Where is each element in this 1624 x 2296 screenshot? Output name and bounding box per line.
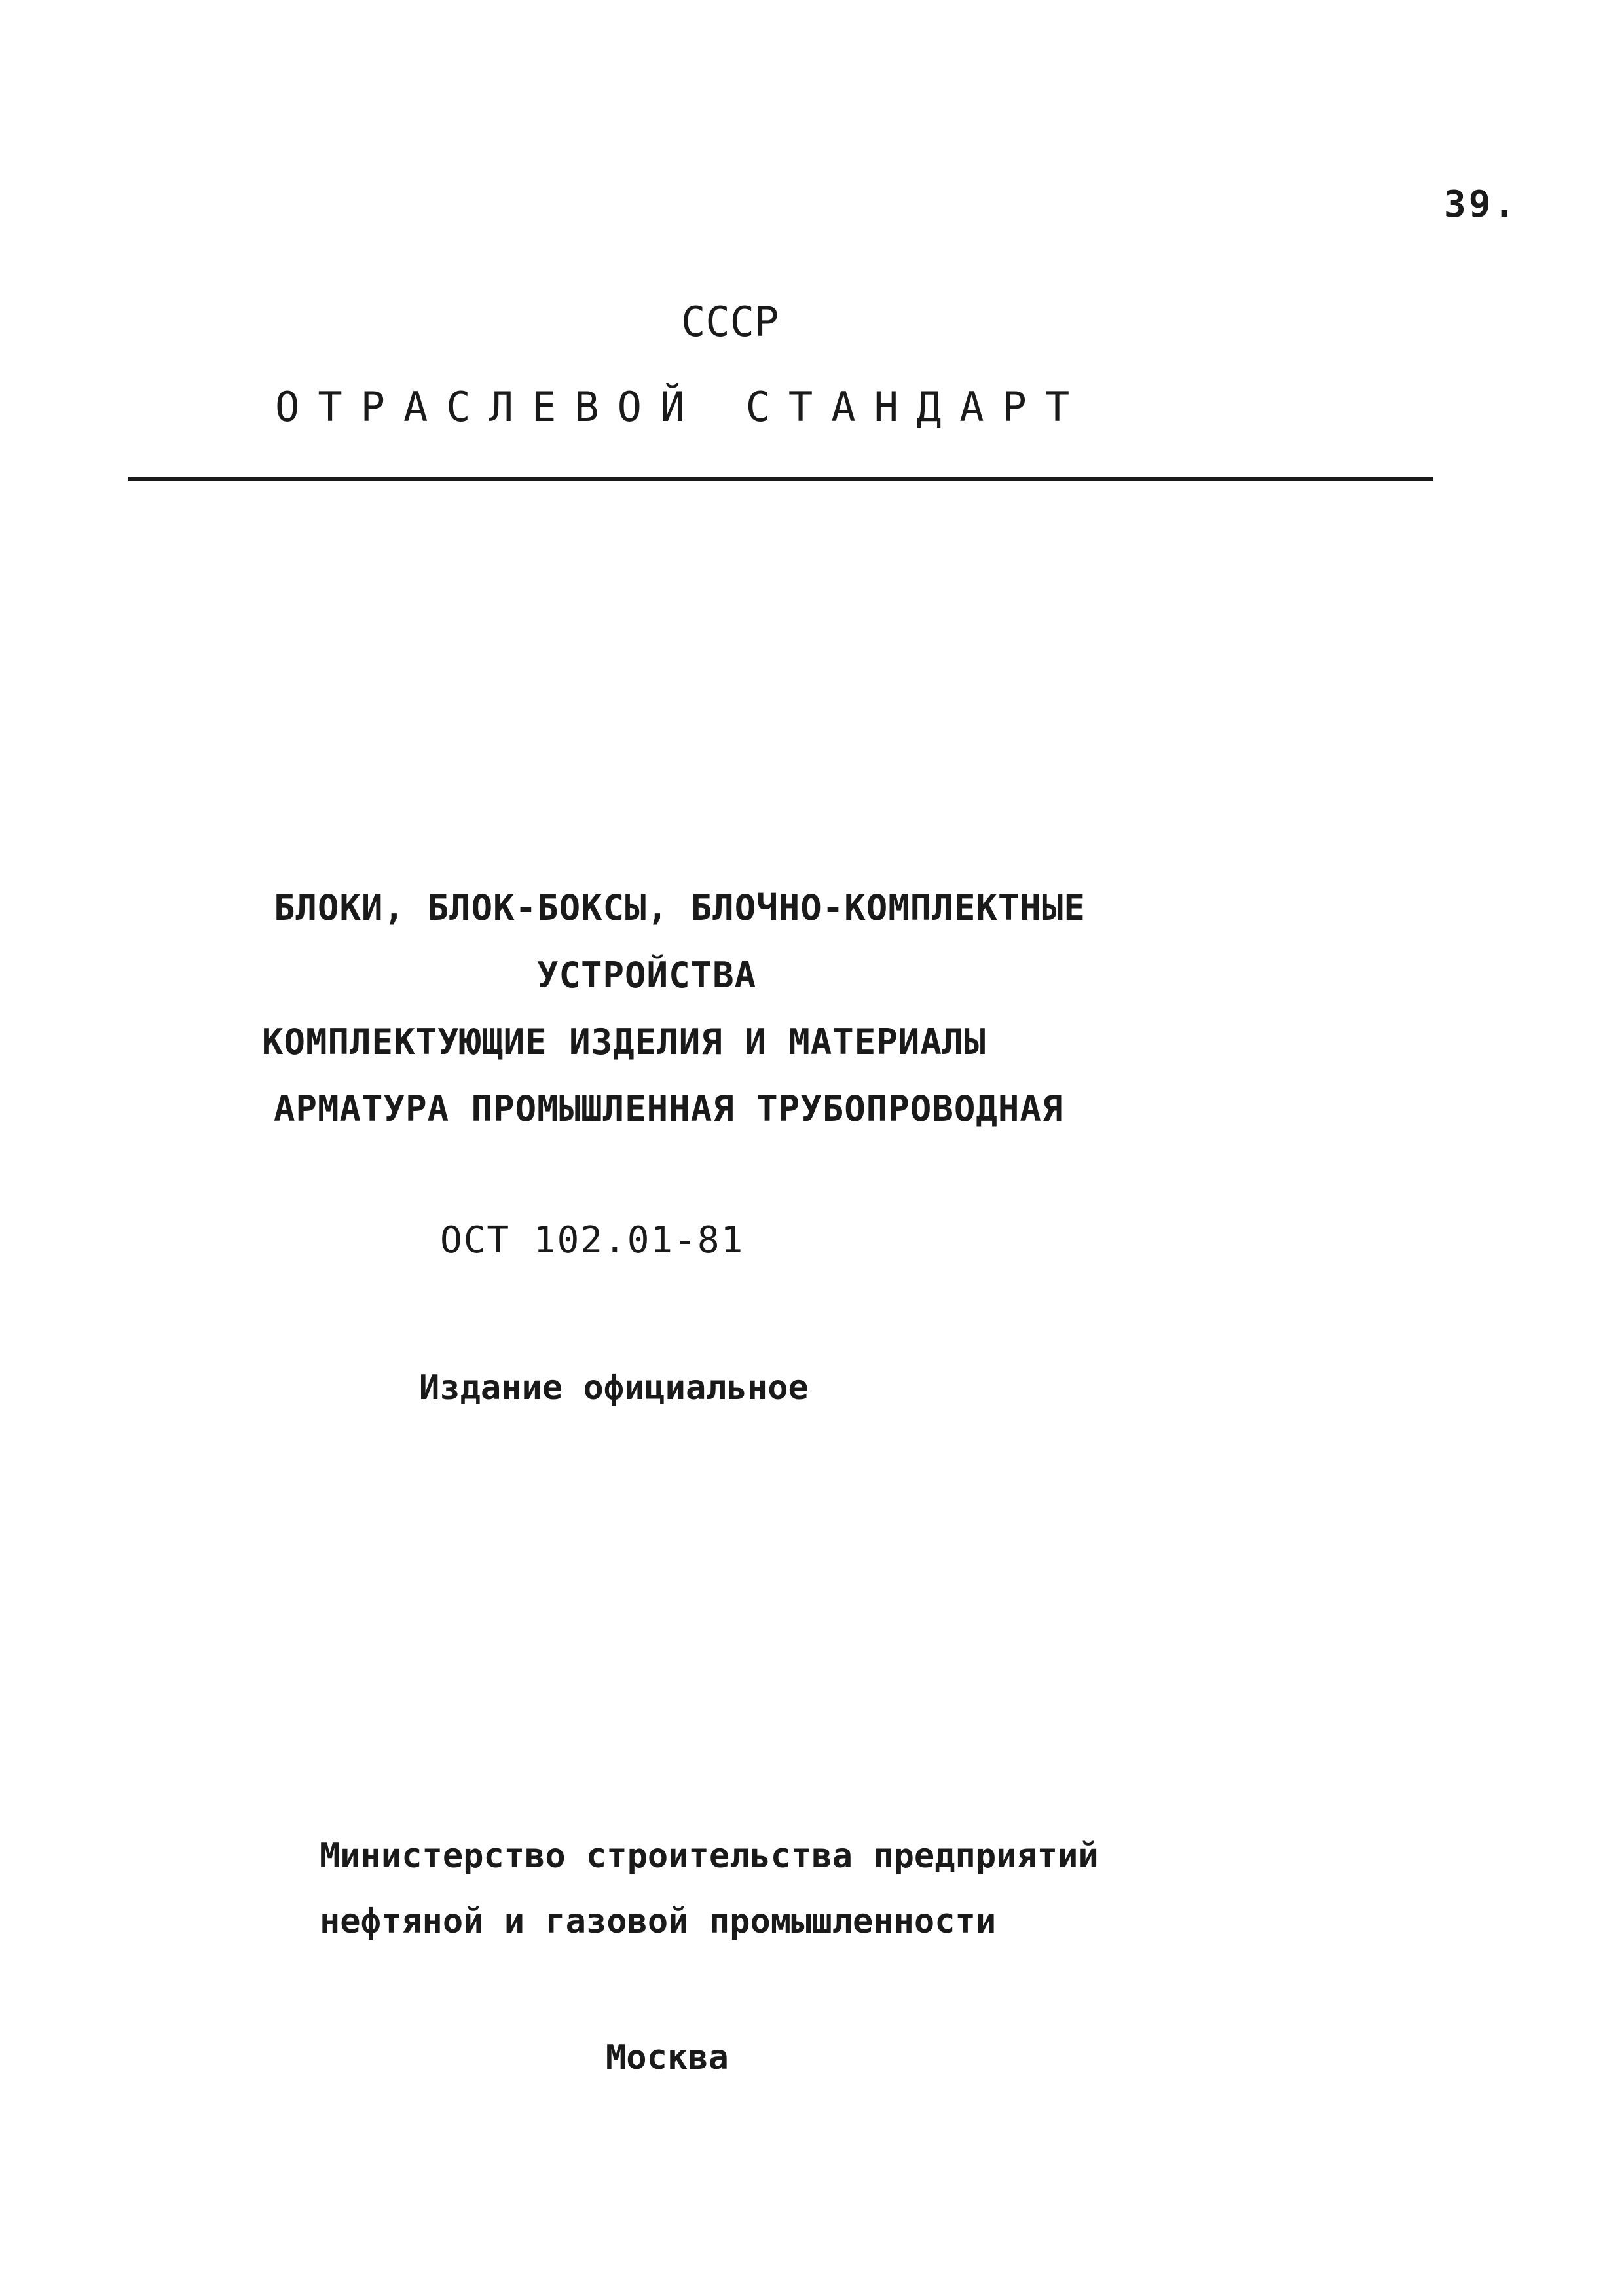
publication-city: Москва — [606, 2038, 729, 2077]
edition-label: Издание официальное — [419, 1368, 809, 1408]
title-line-3: КОМПЛЕКТУЮЩИЕ ИЗДЕЛИЯ И МАТЕРИАЛЫ — [262, 1021, 986, 1063]
standard-type-heading: ОТРАСЛЕВОЙ СТАНДАРТ — [275, 383, 1088, 431]
title-line-4: АРМАТУРА ПРОМЫШЛЕННАЯ ТРУБОПРОВОДНАЯ — [274, 1088, 1064, 1129]
title-line-1: БЛОКИ, БЛОК-БОКСЫ, БЛОЧНО-КОМПЛЕКТНЫЕ — [274, 887, 1086, 928]
header-divider — [128, 477, 1433, 481]
page-number: 39. — [1444, 183, 1519, 226]
publisher-line-2: нефтяной и газовой промышленности — [320, 1902, 997, 1941]
standard-designation: ОСТ 102.01-81 — [440, 1219, 745, 1262]
publisher-line-1: Министерство строительства предприятий — [320, 1836, 1099, 1876]
country-heading: СССР — [681, 298, 779, 346]
title-line-2: УСТРОЙСТВА — [537, 955, 757, 996]
